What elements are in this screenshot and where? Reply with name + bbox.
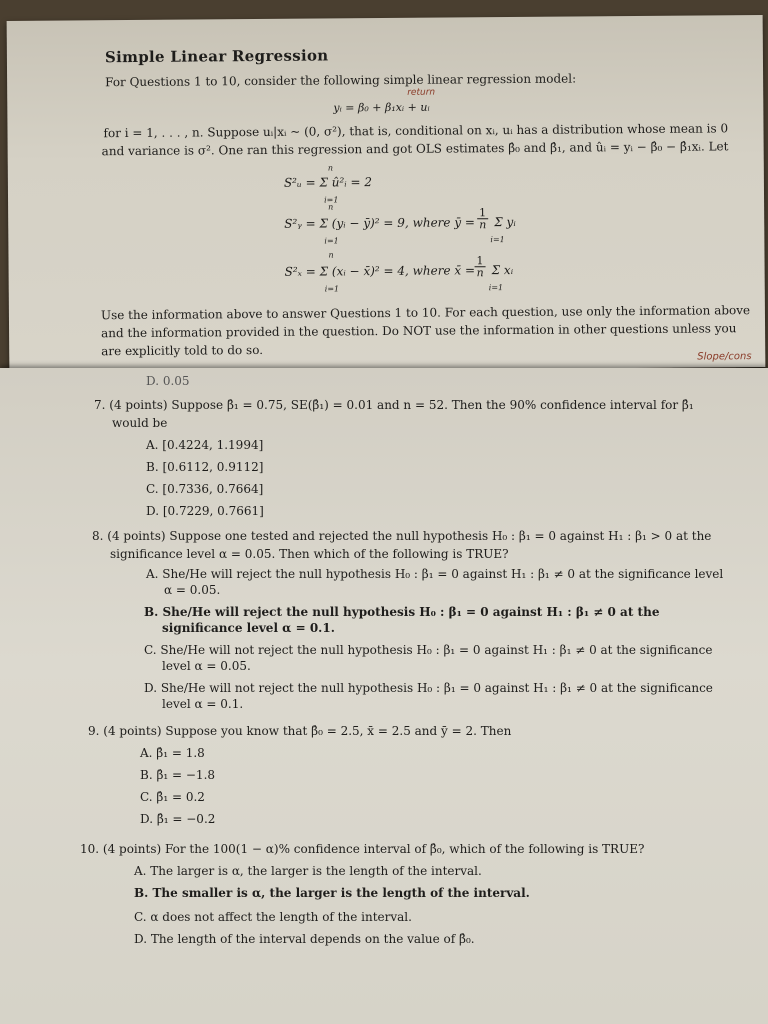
q7-option-d: D. [0.7229, 0.7661]	[146, 504, 264, 518]
fraction-one-over-n: $\frac{1}{n}$	[476, 254, 484, 280]
q9-stem: 9. (4 points) Suppose you know that β̂₀ = 2.5, x̄ = 2.5 and ȳ = 2. Then	[88, 724, 512, 738]
equation-su-text: S²ᵤ = Σ û²ᵢ = 2	[283, 175, 373, 190]
top-page	[7, 15, 766, 373]
sum-top: n	[327, 163, 333, 173]
q10-option-a: A. The larger is α, the larger is the length of the interval.	[134, 864, 482, 878]
sum-bottom: i=1	[324, 195, 339, 205]
q7-option-c: C. [0.7336, 0.7664]	[146, 482, 264, 496]
handwritten-note-2: Slope/cons	[697, 351, 752, 363]
equation-sx	[284, 248, 584, 296]
assumption-line-1: for i = 1, . . . , n. Suppose uᵢ|xᵢ ~ (0, σ²), that is, conditional on xᵢ, uᵢ has a distribution whose mean is 0	[103, 121, 729, 141]
instructions-line-2: and the information provided in the question. Do NOT use the information in other questions unless you	[101, 321, 737, 341]
q10-option-d: D. The length of the interval depends on the value of β̂₀.	[134, 932, 475, 946]
q9-option-d: D. β̂₁ = −0.2	[140, 812, 216, 826]
q10-option-c: C. α does not affect the length of the interval.	[134, 910, 412, 924]
q8-option-b-line-2: significance level α = 0.1.	[162, 621, 335, 635]
model-equation: yᵢ = β₀ + β₁xᵢ + uᵢ	[333, 100, 430, 115]
equation-sx-text: S²ₓ = Σ (xᵢ − x̄)² = 4, where x̄ =	[284, 263, 476, 279]
handwritten-note: return	[407, 87, 436, 98]
q8-option-d-line-1: D. She/He will not reject the null hypothesis H₀ : β₁ = 0 against H₁ : β₁ ≠ 0 at the significance	[144, 681, 713, 695]
equation-sy-text: S²ᵧ = Σ (yᵢ − ȳ)² = 9, where ȳ =	[284, 215, 475, 231]
sum-top: n	[328, 250, 334, 260]
page-title: Simple Linear Regression	[104, 46, 329, 67]
q9-option-c: C. β̂₁ = 0.2	[140, 790, 205, 804]
instructions-line-1: Use the information above to answer Questions 1 to 10. For each question, use only the information above	[100, 303, 751, 323]
q8-option-d-line-2: level α = 0.1.	[162, 697, 244, 711]
equation-sy	[284, 200, 584, 246]
q7-option-b: B. [0.6112, 0.9112]	[146, 460, 264, 474]
q8-option-c-line-2: level α = 0.05.	[162, 659, 251, 673]
q8-stem-line-1: 8. (4 points) Suppose one tested and rejected the null hypothesis H₀ : β₁ = 0 against H₁ : β₁ > 0 at the	[92, 529, 712, 543]
q9-option-b: B. β̂₁ = −1.8	[140, 768, 216, 782]
q6-option-d: D. 0.05	[146, 374, 190, 388]
intro-text: For Questions 1 to 10, consider the following simple linear regression model:	[105, 71, 577, 90]
sum-bottom: i=1	[324, 236, 339, 246]
q10-option-b: B. The smaller is α, the larger is the length of the interval.	[134, 886, 530, 900]
q7-stem-line-2: would be	[112, 416, 168, 430]
q10-stem: 10. (4 points) For the 100(1 − α)% confidence interval of β̂₀, which of the following is TRUE?	[80, 842, 645, 856]
equation-sy-sum: Σ yᵢ	[494, 214, 516, 230]
sum-top: n	[328, 202, 334, 212]
assumption-line-2: and variance is σ². One ran this regression and got OLS estimates β̂₀ and β̂₁, and ûᵢ = yᵢ − β̂₀ − β̂₁xᵢ. Let	[101, 139, 729, 159]
equation-sx-sum: Σ xᵢ	[491, 263, 514, 278]
bottom-page	[0, 368, 768, 1024]
q8-option-a-line-1: A. She/He will reject the null hypothesis H₀ : β₁ = 0 against H₁ : β₁ ≠ 0 at the significance level	[146, 567, 724, 581]
sum-bottom: i=1	[490, 235, 505, 245]
q8-stem-line-2: significance level α = 0.05. Then which of the following is TRUE?	[110, 547, 509, 561]
equation-su	[284, 162, 484, 204]
q8-option-c-line-1: C. She/He will not reject the null hypothesis H₀ : β₁ = 0 against H₁ : β₁ ≠ 0 at the significance	[144, 643, 713, 657]
sum-bottom: i=1	[488, 283, 504, 293]
sum-bottom: i=1	[324, 284, 340, 294]
fraction-one-over-n: $\frac{1}{n}$	[479, 206, 487, 232]
q8-option-a-line-2: α = 0.05.	[164, 583, 221, 597]
q8-option-b-line-1: B. She/He will reject the null hypothesis H₀ : β₁ = 0 against H₁ : β₁ ≠ 0 at the	[144, 605, 660, 619]
instructions-line-3: are explicitly told to do so.	[101, 342, 264, 359]
q9-option-a: A. β̂₁ = 1.8	[140, 746, 205, 760]
q7-stem-line-1: 7. (4 points) Suppose β̂₁ = 0.75, SE(β̂₁) = 0.01 and n = 52. Then the 90% confidence interval for β̂₁	[94, 398, 694, 412]
q7-option-a: A. [0.4224, 1.1994]	[146, 438, 264, 452]
